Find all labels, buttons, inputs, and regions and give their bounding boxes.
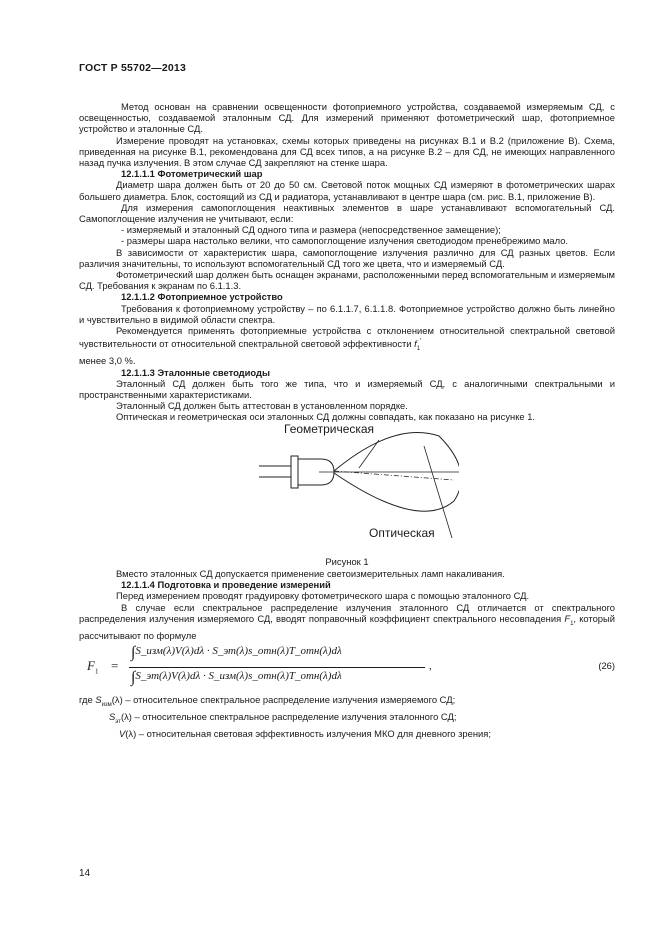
- leader-top: [359, 440, 379, 468]
- formula-denominator: ∫S_эт(λ)V(λ)dλ · S_изм(λ)s_отн(λ)T_отн(λ)dλ: [131, 668, 342, 686]
- formula-lhs-symbol: F: [87, 657, 95, 673]
- symbol-prime: ': [420, 338, 422, 346]
- leader-bottom: [424, 446, 452, 538]
- paragraph-text: менее 3,0 %.: [79, 355, 136, 367]
- figure-1: [79, 421, 615, 554]
- paragraph: Требования к фотоприемному устройству – по 6.1.1.7, 6.1.1.8. Фотоприемное устройство должно быть линейно и чувствительно в видимой области спектра.: [79, 302, 615, 325]
- paragraph: Оптическая и геометрическая оси эталонных СД должны совпадать, как показано на рисунке 1.: [116, 411, 536, 423]
- fraction-bar: [129, 667, 425, 668]
- definition-text: (λ) – относительная световая эффективность излучения МКО для дневного зрения;: [125, 728, 491, 740]
- definition-line: [79, 728, 615, 739]
- formula-equals: =: [111, 657, 119, 673]
- paragraph: Для измерения самопоглощения неактивных элементов в шаре устанавливают вспомогательный СД. Самопоглощение излучения не учитывают, если:: [79, 201, 615, 225]
- symbol-S: S: [95, 693, 102, 705]
- definition-text: (λ) – относительное спектральное распределение излучения измеряемого СД;: [111, 693, 456, 705]
- label-optical: Оптическая: [369, 525, 435, 540]
- paragraph: Перед измерением проводят градуировку фотометрического шара с помощью эталонного СД.: [116, 590, 530, 602]
- paragraph-text: , который рассчитывают по формуле: [79, 612, 615, 641]
- paragraph-text: Рекомендуется применять фотоприемные устройства с отклонением относительной спектральной световой чувствительности от относительной спектральной световой эффективности: [79, 325, 615, 350]
- paragraph: [79, 602, 615, 641]
- formula-comma: ,: [429, 659, 432, 672]
- paragraph: Эталонный СД должен быть аттестован в установленном порядке.: [116, 400, 408, 412]
- paragraph: В зависимости от характеристик шара, самопоглощение излучения различно для СД разных цветов. Если различия значительны, то используют вспомогательный СД того же цвета, что и измеряемый СД.: [79, 246, 615, 269]
- formula-numerator: ∫S_изм(λ)V(λ)dλ · S_эт(λ)s_отн(λ)T_отн(λ)dλ: [131, 643, 342, 661]
- paragraph: Диаметр шара должен быть от 20 до 50 см. Световой поток мощных СД измеряют в фотометрических шарах большего диаметра. Блок, состоящий из СД и радиатора, устанавливают в центре шара (см. рис. В.1, приложение В).: [79, 179, 615, 202]
- label-geometric: Геометрическая: [284, 421, 375, 436]
- definition-text: (λ) – относительное спектральное распределение излучения эталонного СД;: [120, 711, 457, 723]
- document-header: ГОСТ Р 55702—2013: [79, 62, 187, 74]
- figure-caption: Рисунок 1: [325, 555, 369, 567]
- list-item: - размеры шара настолько велики, что самопоглощение излучения светодиодом пренебрежимо мало.: [121, 235, 569, 247]
- formula-number: (26): [598, 659, 615, 671]
- where-word: где: [79, 693, 93, 705]
- paragraph: Метод основан на сравнении освещенности фотоприемного устройства, создаваемой измеряемым СД, с освещенностью, создаваемой эталонным СД. Для измерений применяют фотометрический шар, фотоприемное устройство и эталонные СД.: [79, 101, 615, 135]
- section-heading: 12.1.1.4 Подготовка и проведение измерений: [121, 579, 331, 591]
- paragraph: Фотометрический шар должен быть оснащен экранами, расположенными перед вспомогательным и измеряемым СД. Требования к экранам по 6.1.1.3.: [79, 269, 615, 292]
- paragraph: Измерение проводят на установках, схемы которых приведены на рисунках В.1 и В.2 (приложение В). Схема, приведенная на рисунке В.1, рекомендована для СД всех типов, а на рисунке В.2 – для СД, не имеющих направленного назад пучка излучения. В этом случае СД закрепляют на стенке шара.: [79, 134, 615, 169]
- symbol-subscript: 1: [570, 620, 574, 627]
- section-heading: 12.1.1.1 Фотометрический шар: [121, 168, 263, 180]
- paragraph: [79, 325, 615, 367]
- symbol-subscript: изм: [101, 701, 112, 708]
- led-flange: [291, 456, 298, 488]
- formula-26: [79, 644, 615, 692]
- symbol-subscript: 1: [416, 346, 421, 353]
- paragraph: Вместо эталонных СД допускается применение светоизмерительных ламп накаливания.: [116, 567, 505, 579]
- definition-line: [79, 711, 615, 728]
- formula-lhs-subscript: 1: [94, 667, 99, 676]
- paragraph: Эталонный СД должен быть того же типа, что и измеряемый СД, с аналогичными спектральными и пространственными характеристиками.: [79, 377, 615, 401]
- paragraph-text: В случае если спектральное распределение излучения эталонного СД отличается от спектрального распределения излучения измеряемого СД, вводят поправочный коэффициент спектрального несовпадения: [79, 601, 615, 624]
- page-number: 14: [79, 868, 91, 879]
- symbol-f: f: [414, 338, 417, 350]
- section-heading: 12.1.1.3 Эталонные светодиоды: [121, 366, 270, 378]
- symbol-V: V: [119, 728, 126, 740]
- list-item: - измеряемый и эталонный СД одного типа и размера (непосредственное замещение);: [121, 224, 501, 236]
- symbol-S: S: [109, 711, 116, 723]
- document-body: [79, 101, 615, 739]
- symbol-F: F: [564, 612, 571, 624]
- formula-lhs: [87, 657, 99, 678]
- formula-denominator-text: S_эт(λ)V(λ)dλ · S_изм(λ)s_отн(λ)T_отн(λ)dλ: [135, 669, 342, 682]
- symbol-subscript: эт: [115, 718, 121, 725]
- section-heading: 12.1.1.2 Фотоприемное устройство: [121, 291, 283, 303]
- formula-numerator-text: S_изм(λ)V(λ)dλ · S_эт(λ)s_отн(λ)T_отн(λ)dλ: [135, 644, 342, 657]
- definition-line: [79, 694, 615, 711]
